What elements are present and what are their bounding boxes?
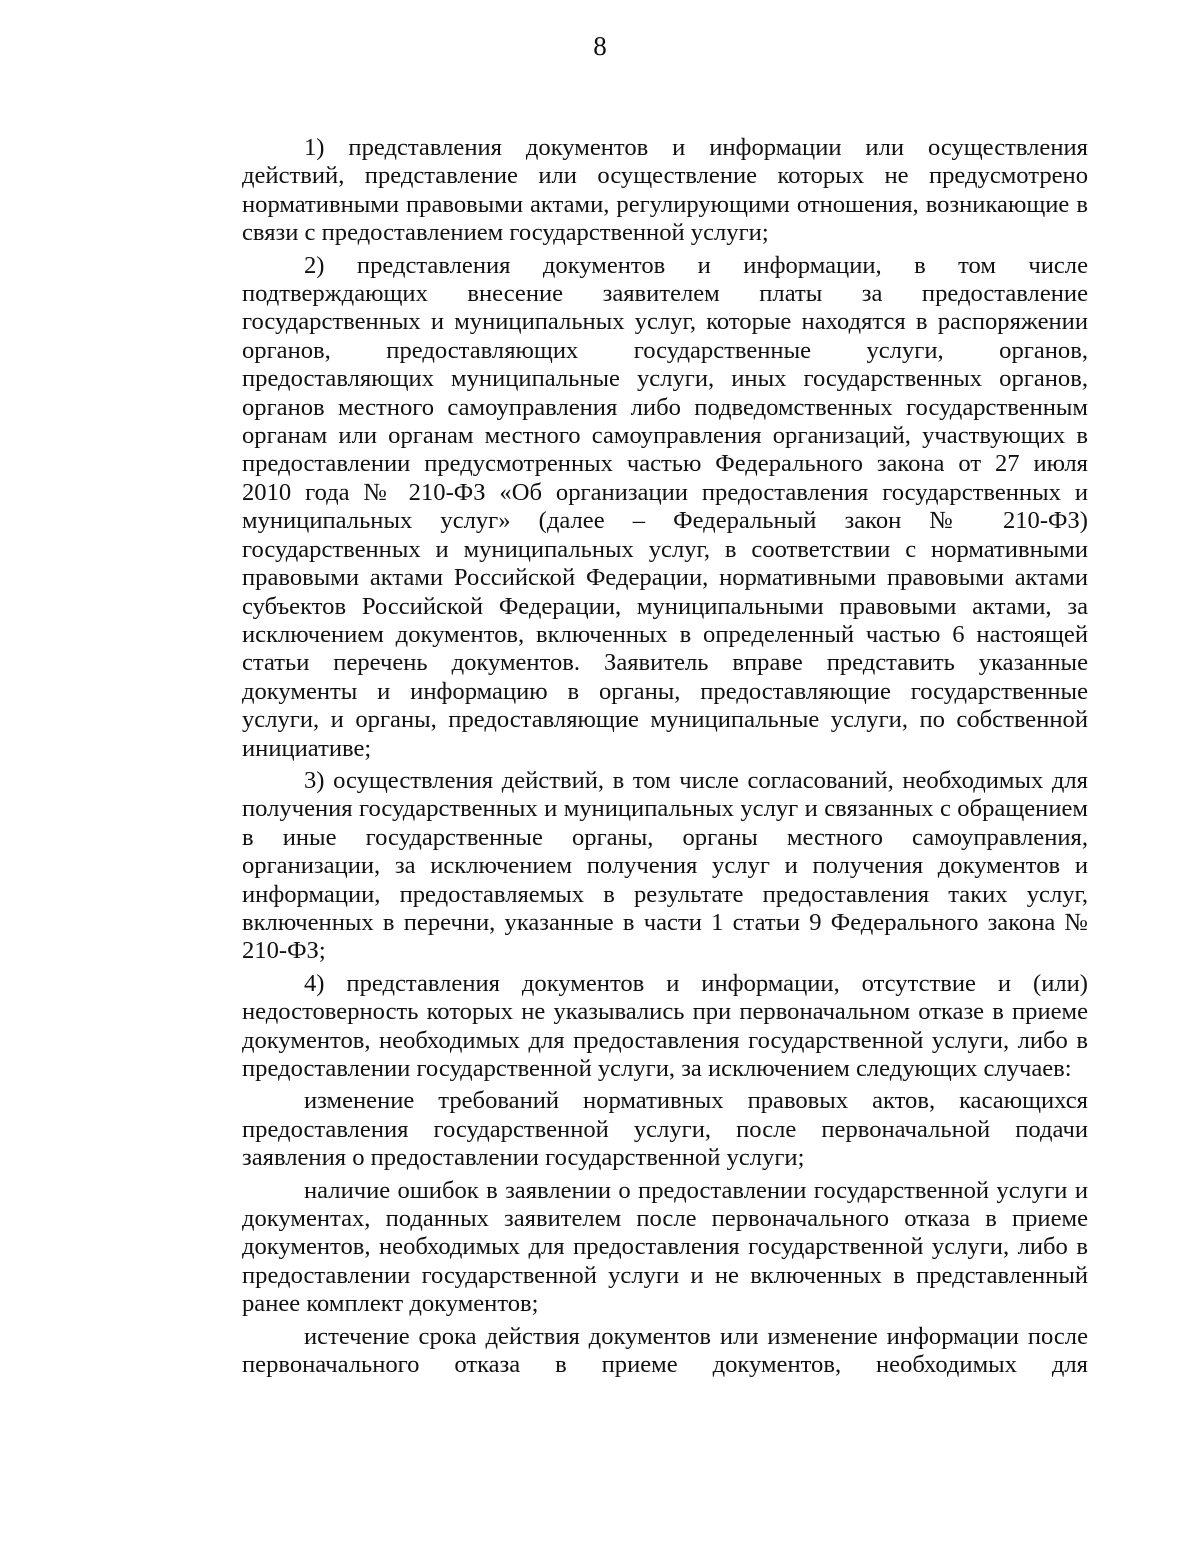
page-number: 8	[593, 31, 607, 61]
paragraph-1: 1) представления документов и информации или осуществления действий, представление или осуществление которых не предусмотрено нормативными правовыми актами, регулирующими отношения, возникающие в связи с предоставлением государственной услуги;	[242, 134, 1088, 247]
paragraph-4: 4) представления документов и информации, отсутствие и (или) недостоверность которых не указывались при первоначальном отказе в приеме документов, необходимых для предоставления государственной услуги, либо в предоставлении государственной услуги, за исключением следующих случаев:	[242, 969, 1088, 1082]
paragraph-2: 2) представления документов и информации, в том числе подтверждающих внесение заявителем платы за предоставление государственных и муниципальных услуг, которые находятся в распоряжении органов, предоставляющих государственные услуги, органов, предоставляющих муниципальные услуги, иных государственных органов, органов местного самоуправления либо подведомственных государственным органам или органам местного самоуправления организаций, участвующих в предоставлении предусмотренных частью Федерального закона от 27 июля 2010 года № 210-ФЗ «Об организации предоставления государственных и муниципальных услуг» (далее – Федеральный закон № 210-ФЗ) государственных и муниципальных услуг, в соответствии с нормативными правовыми актами Российской Федерации, нормативными правовыми актами субъектов Российской Федерации, муниципальными правовыми актами, за исключением документов, включенных в определенный частью 6 настоящей статьи перечень документов. Заявитель вправе представить указанные документы и информацию в органы, предоставляющие государственные услуги, и органы, предоставляющие муниципальные услуги, по собственной инициативе;	[242, 251, 1088, 762]
document-body	[242, 134, 1088, 1379]
paragraph-6: наличие ошибок в заявлении о предоставлении государственной услуги и документах, поданных заявителем после первоначального отказа в приеме документов, необходимых для предоставления государственной услуги, либо в предоставлении государственной услуги и не включенных в представленный ранее комплект документов;	[242, 1176, 1088, 1318]
paragraph-7: истечение срока действия документов или изменение информации после первоначального отказа в приеме документов, необходимых для	[242, 1322, 1088, 1379]
paragraph-5: изменение требований нормативных правовых актов, касающихся предоставления государственной услуги, после первоначальной подачи заявления о предоставлении государственной услуги;	[242, 1087, 1088, 1172]
paragraph-3: 3) осуществления действий, в том числе согласований, необходимых для получения государственных и муниципальных услуг и связанных с обращением в иные государственные органы, органы местного самоуправления, организации, за исключением получения услуг и получения документов и информации, предоставляемых в результате предоставления таких услуг, включенных в перечни, указанные в части 1 статьи 9 Федерального закона № 210-ФЗ;	[242, 766, 1088, 965]
